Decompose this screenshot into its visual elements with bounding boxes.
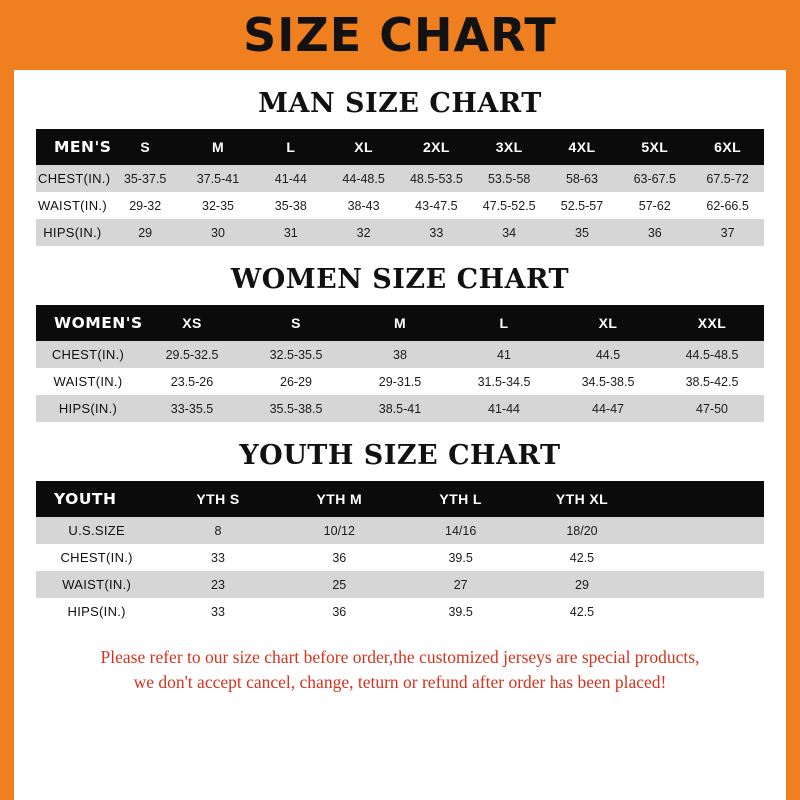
man-hips-m: 30 <box>182 219 255 246</box>
women-waist-s: 26-29 <box>244 368 348 395</box>
women-size-table <box>36 305 764 422</box>
youth-ussize-m: 10/12 <box>279 517 400 544</box>
man-header-5xl: 5XL <box>618 129 691 165</box>
man-hips-6xl: 37 <box>691 219 764 246</box>
youth-table-head <box>36 481 764 517</box>
women-hips-s: 35.5-38.5 <box>244 395 348 422</box>
man-waist-2xl: 43-47.5 <box>400 192 473 219</box>
man-header-2xl: 2XL <box>400 129 473 165</box>
chart-content <box>14 88 786 696</box>
youth-chest-m: 36 <box>279 544 400 571</box>
man-table-body <box>36 165 764 246</box>
women-hips-l: 41-44 <box>452 395 556 422</box>
youth-waist-m: 25 <box>279 571 400 598</box>
man-chest-3xl: 53.5-58 <box>473 165 546 192</box>
women-hips-label: HIPS(IN.) <box>36 395 140 422</box>
women-waist-xs: 23.5-26 <box>140 368 244 395</box>
youth-table-body <box>36 517 764 625</box>
women-waist-xl: 34.5-38.5 <box>556 368 660 395</box>
man-hips-4xl: 35 <box>546 219 619 246</box>
man-waist-label: WAIST(IN.) <box>36 192 109 219</box>
table-header-row <box>36 481 764 517</box>
women-hips-xxl: 47-50 <box>660 395 764 422</box>
man-hips-s: 29 <box>109 219 182 246</box>
women-waist-l: 31.5-34.5 <box>452 368 556 395</box>
man-chest-m: 37.5-41 <box>182 165 255 192</box>
youth-chest-l: 39.5 <box>400 544 521 571</box>
table-row <box>36 219 764 246</box>
man-hips-xl: 32 <box>327 219 400 246</box>
table-row <box>36 341 764 368</box>
youth-header-xl: YTH XL <box>521 481 642 517</box>
youth-chest-label: CHEST(IN.) <box>36 544 157 571</box>
youth-hips-m: 36 <box>279 598 400 625</box>
man-hips-5xl: 36 <box>618 219 691 246</box>
footer-note-line-1: Please refer to our size chart before order,the customized jerseys are special products, <box>100 647 700 667</box>
section-title-women: WOMEN SIZE CHART <box>230 264 570 295</box>
man-hips-label: HIPS(IN.) <box>36 219 109 246</box>
women-table-head <box>36 305 764 341</box>
man-chest-label: CHEST(IN.) <box>36 165 109 192</box>
man-waist-4xl: 52.5-57 <box>546 192 619 219</box>
youth-hips-l: 39.5 <box>400 598 521 625</box>
youth-hips-s: 33 <box>157 598 278 625</box>
youth-header-label: YOUTH <box>36 481 157 517</box>
page-title: SIZE CHART <box>243 8 557 62</box>
header-band <box>0 0 800 70</box>
man-header-xl: XL <box>327 129 400 165</box>
youth-header-blank <box>643 481 764 517</box>
women-waist-label: WAIST(IN.) <box>36 368 140 395</box>
youth-hips-label: HIPS(IN.) <box>36 598 157 625</box>
man-header-m: M <box>182 129 255 165</box>
table-row <box>36 192 764 219</box>
table-row <box>36 165 764 192</box>
women-header-s: S <box>244 305 348 341</box>
table-row <box>36 395 764 422</box>
youth-header-m: YTH M <box>279 481 400 517</box>
youth-header-s: YTH S <box>157 481 278 517</box>
man-hips-2xl: 33 <box>400 219 473 246</box>
man-chest-4xl: 58-63 <box>546 165 619 192</box>
youth-hips-blank <box>643 598 764 625</box>
man-header-4xl: 4XL <box>546 129 619 165</box>
man-hips-3xl: 34 <box>473 219 546 246</box>
youth-waist-s: 23 <box>157 571 278 598</box>
man-waist-3xl: 47.5-52.5 <box>473 192 546 219</box>
youth-ussize-xl: 18/20 <box>521 517 642 544</box>
women-waist-xxl: 38.5-42.5 <box>660 368 764 395</box>
women-chest-m: 38 <box>348 341 452 368</box>
man-waist-l: 35-38 <box>254 192 327 219</box>
man-chest-2xl: 48.5-53.5 <box>400 165 473 192</box>
youth-ussize-blank <box>643 517 764 544</box>
youth-chest-blank <box>643 544 764 571</box>
man-chest-6xl: 67.5-72 <box>691 165 764 192</box>
women-header-xl: XL <box>556 305 660 341</box>
women-chest-xs: 29.5-32.5 <box>140 341 244 368</box>
youth-ussize-label: U.S.SIZE <box>36 517 157 544</box>
women-header-xs: XS <box>140 305 244 341</box>
table-row <box>36 368 764 395</box>
man-size-table <box>36 129 764 246</box>
man-waist-5xl: 57-62 <box>618 192 691 219</box>
man-header-label: MEN'S <box>36 129 109 165</box>
youth-waist-l: 27 <box>400 571 521 598</box>
youth-ussize-s: 8 <box>157 517 278 544</box>
table-header-row <box>36 305 764 341</box>
table-row <box>36 571 764 598</box>
man-waist-s: 29-32 <box>109 192 182 219</box>
youth-waist-xl: 29 <box>521 571 642 598</box>
youth-header-l: YTH L <box>400 481 521 517</box>
women-chest-label: CHEST(IN.) <box>36 341 140 368</box>
women-hips-m: 38.5-41 <box>348 395 452 422</box>
table-header-row <box>36 129 764 165</box>
youth-size-table <box>36 481 764 625</box>
women-hips-xs: 33-35.5 <box>140 395 244 422</box>
women-header-xxl: XXL <box>660 305 764 341</box>
women-waist-m: 29-31.5 <box>348 368 452 395</box>
man-hips-l: 31 <box>254 219 327 246</box>
table-row <box>36 544 764 571</box>
man-waist-xl: 38-43 <box>327 192 400 219</box>
women-header-label: WOMEN'S <box>36 305 140 341</box>
youth-waist-label: WAIST(IN.) <box>36 571 157 598</box>
women-chest-s: 32.5-35.5 <box>244 341 348 368</box>
table-row <box>36 517 764 544</box>
footer-note-line-2: we don't accept cancel, change, teturn or refund after order has been placed! <box>133 672 667 693</box>
man-header-3xl: 3XL <box>473 129 546 165</box>
man-chest-5xl: 63-67.5 <box>618 165 691 192</box>
women-hips-xl: 44-47 <box>556 395 660 422</box>
youth-chest-xl: 42.5 <box>521 544 642 571</box>
women-chest-xxl: 44.5-48.5 <box>660 341 764 368</box>
women-header-l: L <box>452 305 556 341</box>
women-chest-xl: 44.5 <box>556 341 660 368</box>
women-header-m: M <box>348 305 452 341</box>
man-chest-xl: 44-48.5 <box>327 165 400 192</box>
youth-chest-s: 33 <box>157 544 278 571</box>
section-title-youth: YOUTH SIZE CHART <box>239 440 561 471</box>
section-title-man: MAN SIZE CHART <box>258 88 542 119</box>
man-chest-l: 41-44 <box>254 165 327 192</box>
footer-note <box>36 639 764 696</box>
women-chest-l: 41 <box>452 341 556 368</box>
man-waist-6xl: 62-66.5 <box>691 192 764 219</box>
youth-hips-xl: 42.5 <box>521 598 642 625</box>
man-chest-s: 35-37.5 <box>109 165 182 192</box>
youth-waist-blank <box>643 571 764 598</box>
man-header-6xl: 6XL <box>691 129 764 165</box>
man-table-head <box>36 129 764 165</box>
man-waist-m: 32-35 <box>182 192 255 219</box>
man-header-l: L <box>254 129 327 165</box>
women-table-body <box>36 341 764 422</box>
man-header-s: S <box>109 129 182 165</box>
youth-ussize-l: 14/16 <box>400 517 521 544</box>
table-row <box>36 598 764 625</box>
